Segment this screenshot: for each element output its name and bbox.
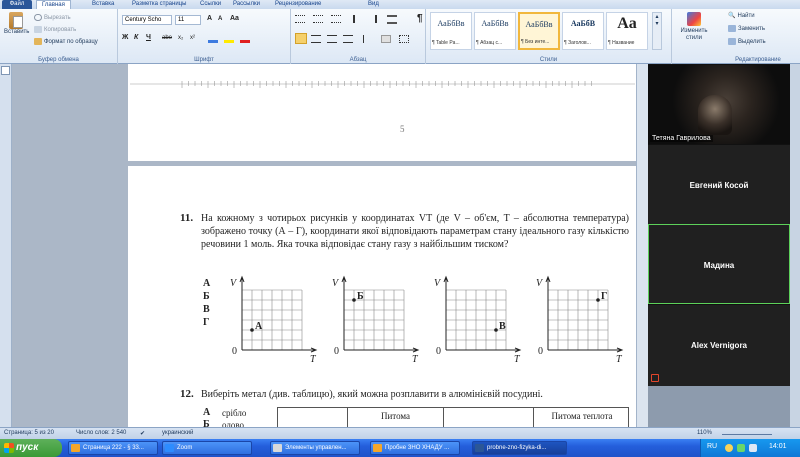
change-styles-button[interactable] <box>674 12 714 52</box>
t-axis-label: T <box>514 354 520 362</box>
taskbar <box>0 439 800 457</box>
table-header-cell: Питома <box>348 408 444 430</box>
style-heading[interactable] <box>562 12 604 50</box>
participant-name: Евгений Косой <box>689 181 749 190</box>
vt-plot-d <box>534 274 630 362</box>
word-count[interactable]: Число слов: 2 540 <box>76 430 127 436</box>
point-label: В <box>499 321 506 332</box>
t-axis-label: T <box>412 354 418 362</box>
tab-review[interactable]: Рецензирование <box>275 1 322 7</box>
task-label: Элементы управлен... <box>285 445 347 451</box>
style-table-paragraph[interactable] <box>430 12 472 50</box>
vertical-scrollbar[interactable] <box>636 64 648 427</box>
q12-option-a-text: срібло <box>222 408 247 418</box>
start-label: пуск <box>16 442 39 453</box>
brush-icon <box>34 38 42 45</box>
clipboard-icon <box>9 12 23 29</box>
tray-icon[interactable] <box>737 444 745 452</box>
numbering-icon[interactable] <box>313 15 323 23</box>
participant-tile[interactable] <box>648 304 790 386</box>
origin-label: 0 <box>232 346 237 357</box>
select-icon <box>728 38 736 45</box>
binoculars-icon: 🔍 <box>728 13 736 19</box>
state-point <box>596 298 600 302</box>
question-12-number: 12. <box>180 388 194 400</box>
styles-icon <box>687 12 701 26</box>
style-name: ¶ Table Pa... <box>432 40 460 46</box>
font-group-label: Шрифт <box>194 57 214 63</box>
multilevel-list-icon[interactable] <box>331 15 341 23</box>
italic-button[interactable]: К <box>134 34 139 41</box>
font-name-combo[interactable]: Century Scho <box>122 15 172 25</box>
replace-button[interactable] <box>728 25 765 32</box>
editing-group-label: Редактирование <box>735 57 781 63</box>
increase-indent-icon[interactable] <box>367 15 377 23</box>
superscript-button[interactable]: x² <box>190 35 195 41</box>
self-video-tile[interactable] <box>648 64 790 144</box>
change-styles-label: Изменить стили <box>680 28 708 41</box>
tab-file[interactable]: Файл <box>2 0 32 9</box>
font-size-combo[interactable]: 11 <box>175 15 201 25</box>
q12-option-b-text: олово <box>222 420 245 427</box>
style-sample: АаБбВв <box>525 20 553 29</box>
font-group <box>118 9 291 64</box>
clock[interactable]: 14:01 <box>769 443 787 450</box>
task-label: Страница 222 - § 33... <box>83 445 144 451</box>
page-number: 5 <box>400 124 405 134</box>
task-button[interactable] <box>68 441 158 455</box>
page-count[interactable]: Страница: 5 из 20 <box>4 430 54 436</box>
tab-home[interactable]: Главная <box>36 0 71 9</box>
point-label: Г <box>601 291 608 302</box>
window-icon <box>273 444 282 452</box>
q12-option-a: А <box>203 407 211 418</box>
start-button[interactable] <box>0 439 62 457</box>
participant-tile-active[interactable] <box>648 224 790 304</box>
tab-references[interactable]: Ссылки <box>200 1 222 7</box>
style-name: ¶ Заголов... <box>564 40 591 46</box>
answer-option-a: А <box>203 278 211 289</box>
borders-icon[interactable] <box>399 35 409 43</box>
styles-group-label: Стили <box>539 57 558 63</box>
answer-option-b: Б <box>203 291 210 302</box>
replace-label: Заменить <box>738 25 765 32</box>
browser-icon <box>71 444 80 452</box>
bold-button[interactable]: Ж <box>122 34 129 41</box>
copy-label: Копировать <box>44 26 77 33</box>
point-label: А <box>255 321 263 332</box>
self-name-label: Тетяна Гаврилова <box>652 135 711 142</box>
windows-logo-icon <box>4 443 14 453</box>
question-12-text: Виберіть метал (див. таблицю), який можна розплавити в алюмінієвій посудині. <box>201 389 543 400</box>
align-right-icon[interactable] <box>327 35 337 43</box>
v-axis-label: V <box>434 278 441 289</box>
person-video <box>698 95 732 135</box>
language-indicator[interactable]: украинский <box>162 430 194 436</box>
format-painter-label: Формат по образцу <box>44 38 98 45</box>
task-label: Zoom <box>177 445 193 451</box>
font-color-icon[interactable] <box>240 34 250 43</box>
clipboard-group-label: Буфер обмена <box>38 57 79 63</box>
decrease-indent-icon[interactable] <box>353 15 363 23</box>
vt-plot-a <box>228 274 324 362</box>
grow-font-button[interactable]: A <box>207 15 213 22</box>
paragraph-group <box>291 9 426 64</box>
participant-name: Alex Vernigora <box>690 341 748 350</box>
v-axis-label: V <box>536 278 543 289</box>
tab-mailings[interactable]: Рассылки <box>233 1 260 7</box>
paste-button[interactable] <box>4 12 28 46</box>
scissors-icon <box>34 14 42 21</box>
state-point <box>494 328 498 332</box>
system-tray <box>700 439 800 457</box>
subscript-button[interactable]: x₂ <box>178 35 184 41</box>
zoom-slider[interactable] <box>722 434 772 435</box>
align-center-icon[interactable] <box>311 35 321 43</box>
style-name: ¶ Абзац с... <box>476 40 503 46</box>
task-label: Пробне ЗНО ХНАДУ ... <box>385 445 450 451</box>
editing-group <box>716 9 800 64</box>
styles-scroll[interactable]: ▴ ▾ <box>652 12 662 50</box>
task-button[interactable] <box>370 441 460 455</box>
point-label: Б <box>357 291 364 302</box>
word-icon <box>475 444 484 452</box>
shading-icon[interactable] <box>381 35 391 43</box>
format-painter-button[interactable] <box>34 38 98 45</box>
find-label: Найти <box>737 12 755 19</box>
spell-check-icon[interactable]: ✔ <box>140 431 146 437</box>
ribbon-tabs <box>0 0 800 9</box>
change-case-button[interactable]: Aa <box>230 15 239 22</box>
v-axis-label: V <box>230 278 237 289</box>
status-bar <box>0 427 800 439</box>
participant-tile[interactable] <box>648 144 790 224</box>
highlight-icon[interactable] <box>224 34 234 43</box>
select-label: Выделить <box>738 38 766 45</box>
q12-option-b: Б <box>203 419 210 427</box>
vt-plot-b <box>330 274 426 362</box>
paragraph-group-label: Абзац <box>349 57 367 63</box>
muted-mic-icon <box>651 374 659 382</box>
question-11-number: 11. <box>180 212 194 224</box>
browser-icon <box>373 444 382 452</box>
tab-insert[interactable]: Вставка <box>92 1 115 7</box>
tab-selector[interactable] <box>1 66 10 75</box>
tray-icon[interactable] <box>725 444 733 452</box>
paste-label: Вставить <box>4 29 30 35</box>
origin-label: 0 <box>334 346 339 357</box>
copy-icon <box>34 26 42 33</box>
find-button[interactable] <box>728 12 755 19</box>
network-icon[interactable] <box>749 444 757 452</box>
answer-option-c: В <box>203 304 210 315</box>
show-marks-button[interactable]: ¶ <box>417 13 423 24</box>
select-button[interactable] <box>728 38 766 45</box>
style-sample: Aa <box>617 15 637 32</box>
text-effects-icon[interactable] <box>208 34 218 43</box>
style-no-spacing[interactable] <box>518 12 560 50</box>
vt-plot-c <box>432 274 528 362</box>
style-list-paragraph[interactable] <box>474 12 516 50</box>
styles-group <box>426 9 672 64</box>
q12-option-b-row <box>201 419 271 427</box>
style-sample: АаБбВв <box>481 19 509 28</box>
state-point <box>250 328 254 332</box>
task-button[interactable] <box>162 441 252 455</box>
task-button[interactable] <box>270 441 360 455</box>
align-left-icon[interactable] <box>295 33 307 44</box>
page-ruler-marks <box>130 78 635 90</box>
strikethrough-button[interactable]: abe <box>162 35 173 41</box>
task-label: probne-zno-fizyka-di... <box>487 445 547 451</box>
vertical-ruler <box>0 64 12 427</box>
question-11-text: На кожному з чотирьох рисунків у координатах VT (де V – об'єм, T – абсолютна температура) зображено точку (А – Г), координати якої відповідають параметрам стану ідеального газу кількістю речовини 1 моль. Яка точка відповідає стану газу з найбільшим тиском? <box>201 213 629 250</box>
cut-label: Вырезать <box>44 14 71 21</box>
zoom-level[interactable]: 110% <box>697 430 712 436</box>
video-call-panel <box>648 64 790 386</box>
style-sample: АаБбВ <box>570 19 596 28</box>
table-header-cell: Питома теплота <box>551 411 613 421</box>
style-name: ¶ Без инте... <box>521 39 550 45</box>
tab-page-layout[interactable]: Разметка страницы <box>132 1 187 7</box>
window-edge <box>790 64 800 427</box>
state-point <box>352 298 356 302</box>
metals-table <box>277 407 629 429</box>
underline-button[interactable]: Ч <box>146 34 151 41</box>
origin-label: 0 <box>436 346 441 357</box>
ribbon <box>0 9 800 64</box>
participant-name: Мадина <box>703 261 735 270</box>
style-name: ¶ Название <box>608 40 635 46</box>
zoom-icon <box>165 444 174 452</box>
clipboard-group <box>0 9 118 64</box>
style-sample: АаБбВв <box>437 19 465 28</box>
justify-icon[interactable] <box>343 35 353 43</box>
line-spacing-icon[interactable] <box>363 35 373 43</box>
cut-button[interactable] <box>34 14 71 21</box>
bullets-icon[interactable] <box>295 15 305 23</box>
v-axis-label: V <box>332 278 339 289</box>
answer-option-d: Г <box>203 317 210 328</box>
copy-button[interactable] <box>34 26 76 33</box>
style-title[interactable] <box>606 12 648 50</box>
t-axis-label: T <box>616 354 622 362</box>
task-button-active[interactable] <box>472 441 567 455</box>
origin-label: 0 <box>538 346 543 357</box>
t-axis-label: T <box>310 354 316 362</box>
replace-icon <box>728 25 736 32</box>
shrink-font-button[interactable]: A <box>218 16 223 22</box>
language-button[interactable]: RU <box>707 443 718 450</box>
sort-icon[interactable] <box>387 15 397 24</box>
tab-view[interactable]: Вид <box>368 1 379 7</box>
